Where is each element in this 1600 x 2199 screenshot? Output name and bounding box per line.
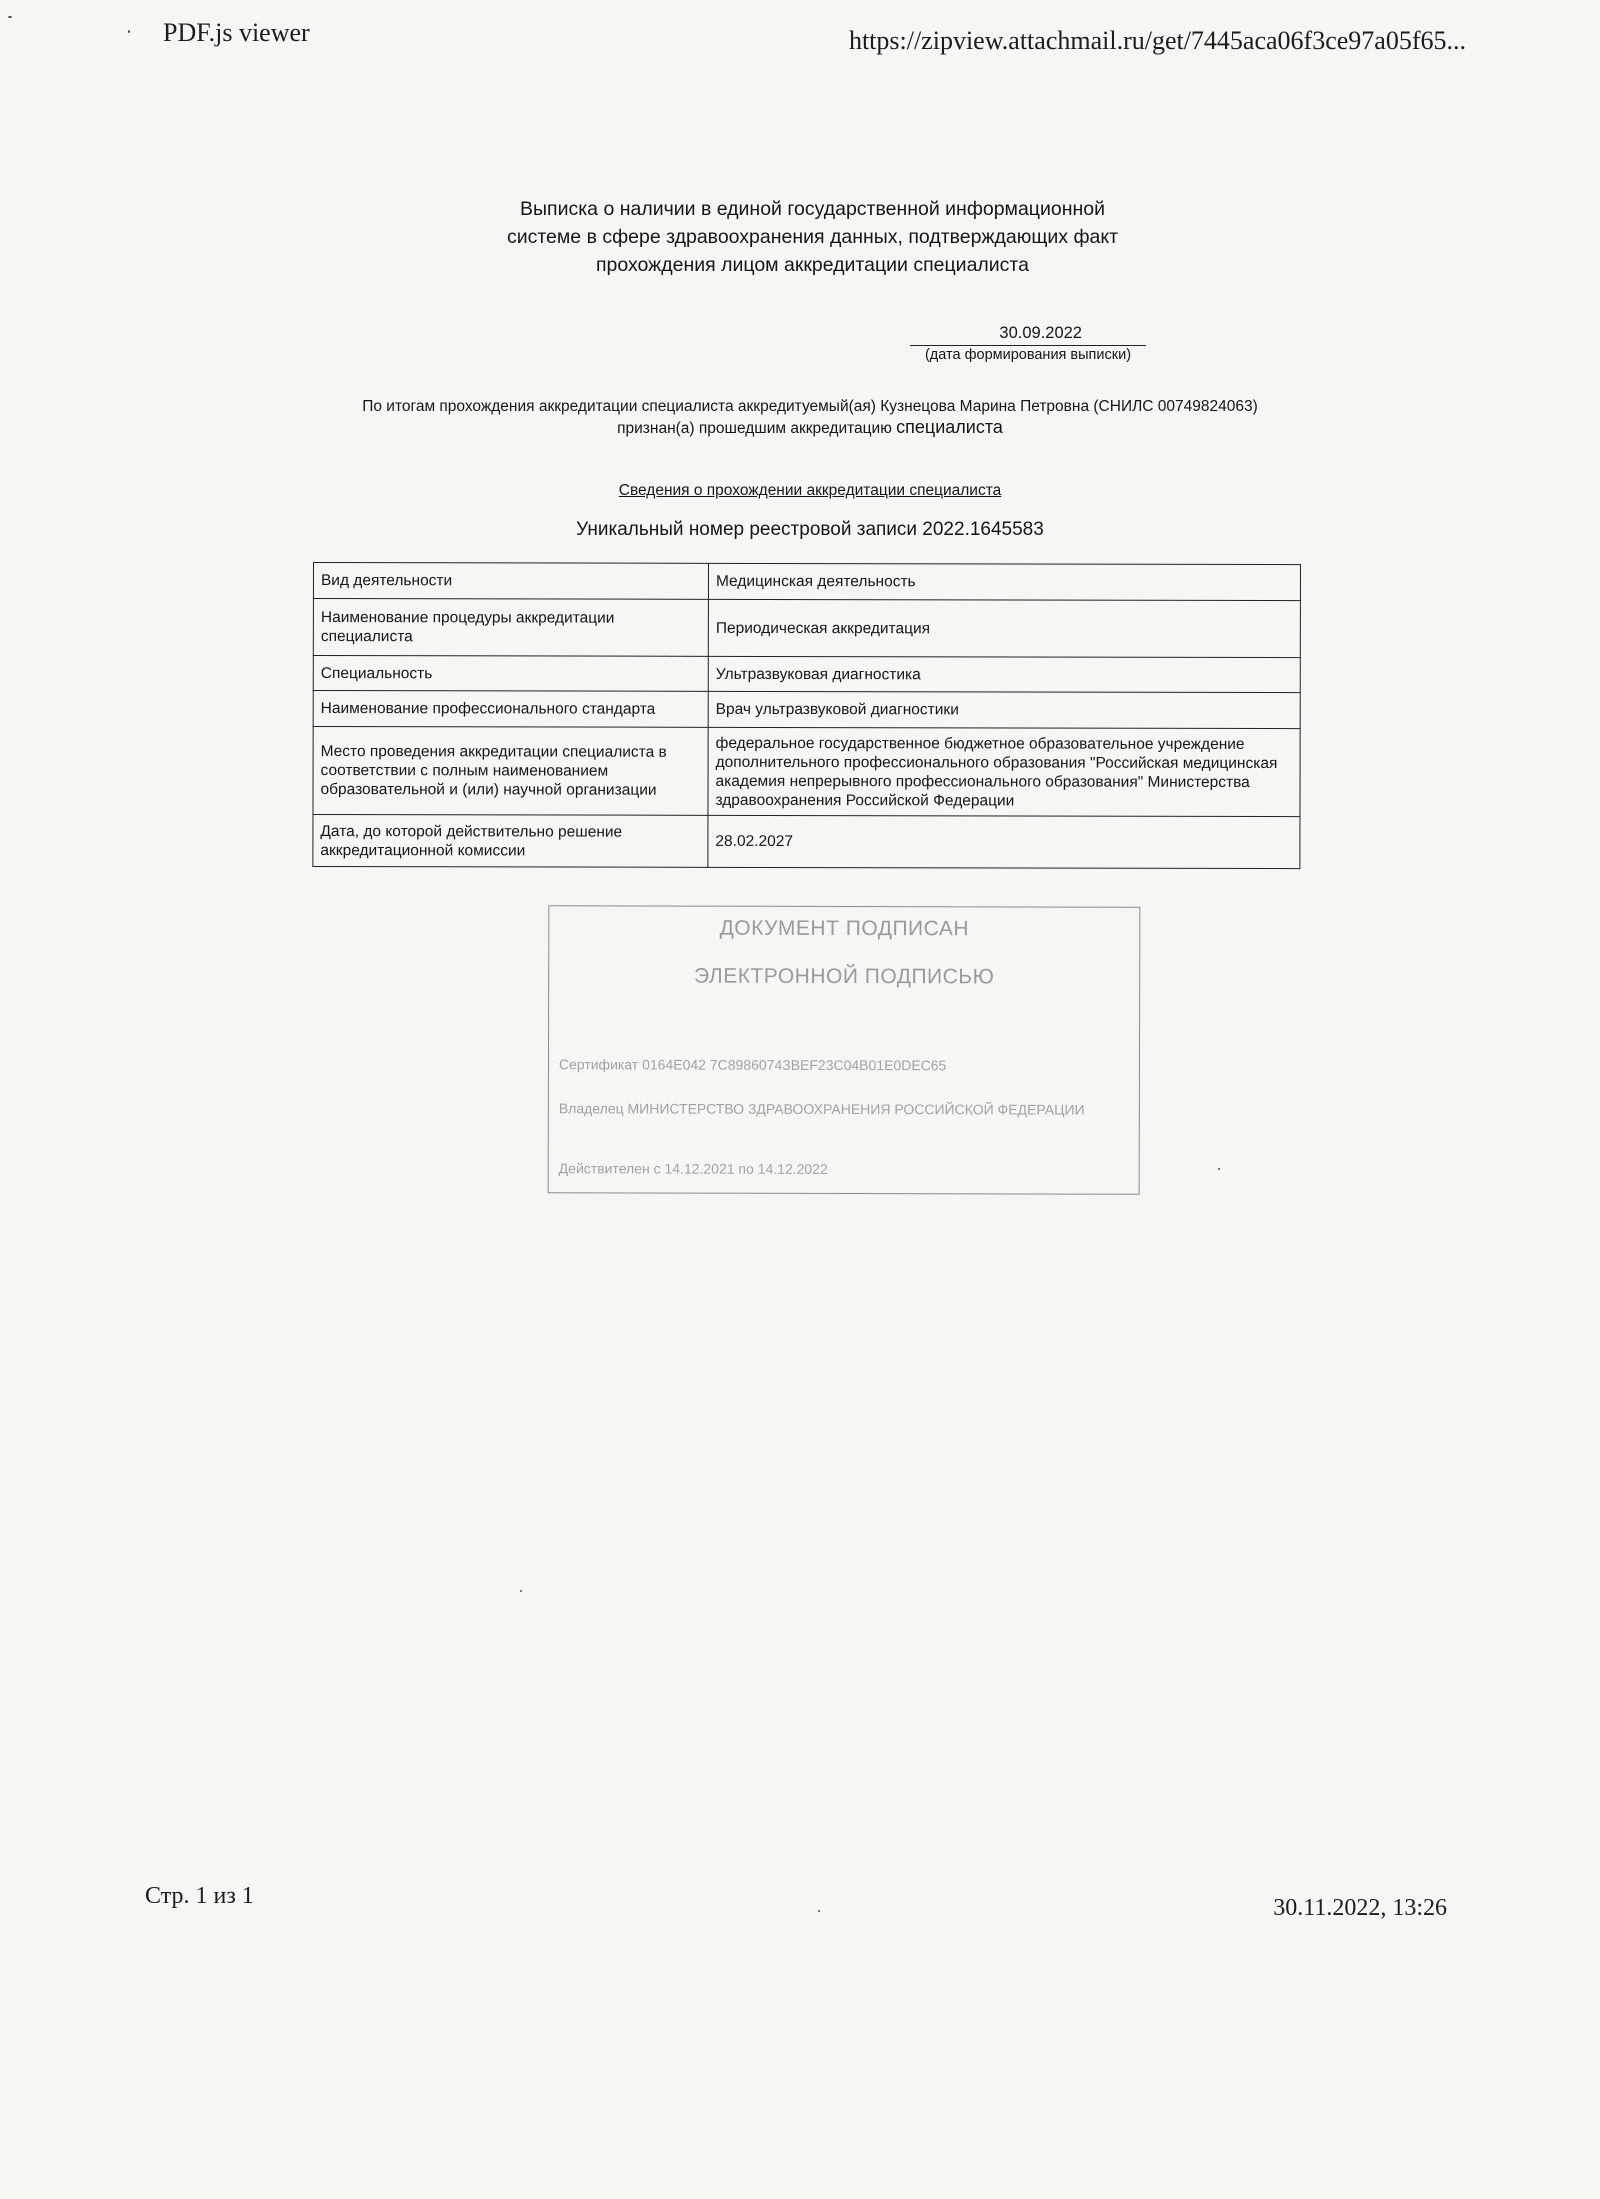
scan-speck [818,1910,820,1912]
stamp-heading: ДОКУМЕНТ ПОДПИСАН [719,916,970,941]
print-timestamp: 30.11.2022, 13:26 [1273,1895,1447,1921]
scan-speck [128,30,130,33]
table-row [313,815,1300,869]
row-label: Место проведения аккредитации специалиста в соответствии с полным наименованием образовательной и (или) научной организации [313,727,708,816]
viewer-title: PDF.js viewer [163,18,310,47]
document-title [440,195,1185,279]
title-line: системе в сфере здравоохранения данных, подтверждающих факт [506,226,1119,248]
extract-date-caption: (дата формирования выписки) [924,347,1132,363]
title-line: прохождения лицом аккредитации специалиста [596,254,1029,276]
scan-speck [1218,1168,1220,1170]
accreditation-table [312,562,1301,869]
registry-number: Уникальный номер реестровой записи 2022.1645583 [576,519,1044,540]
extract-date: 30.09.2022 [910,324,1146,346]
table-row [313,656,1300,693]
row-value: 28.02.2027 [708,815,1300,868]
row-label: Наименование процедуры аккредитации специалиста [313,599,708,657]
row-value: Медицинская деятельность [708,563,1300,600]
result-line [300,417,1320,439]
extract-date-block [910,324,1146,363]
result-line: По итогам прохождения аккредитации специалиста аккредитуемый(ая) Кузнецова Марина Петровна (СНИЛС 00749824063) [362,398,1258,415]
row-value: Врач ультразвуковой диагностики [708,691,1300,728]
row-label: Дата, до которой действительно решение аккредитационной комиссии [313,815,708,868]
stamp-owner: Владелец МИНИСТЕРСТВО ЗДРАВООХРАНЕНИЯ РОССИЙСКОЙ ФЕДЕРАЦИИ [558,1100,1085,1118]
table-row [313,599,1300,658]
table-row [313,691,1300,729]
stamp-validity: Действителен с 14.12.2021 по 14.12.2022 [558,1160,828,1177]
row-value: Периодическая аккредитация [708,599,1300,657]
row-label: Вид деятельности [313,563,708,600]
result-text-a: признан(а) прошедшим аккредитацию [617,420,892,437]
stamp-heading: ЭЛЕКТРОННОЙ ПОДПИСЬЮ [694,964,995,989]
row-value: федеральное государственное бюджетное образовательное учреждение дополнительного профессионального образования "Российская медицинская академия непрерывного профессионального образования" Министерства здравоохранения Российской Федерации [708,727,1300,816]
title-line: Выписка о наличии в единой государственной информационной [520,198,1105,220]
row-label: Специальность [313,656,708,692]
scan-speck [8,16,12,18]
electronic-signature-stamp [548,905,1141,1195]
table-row [313,727,1300,817]
accreditation-result [300,397,1320,439]
table-row [313,563,1300,601]
row-value: Ультразвуковая диагностика [708,656,1300,692]
page-url: https://zipview.attachmail.ru/get/7445aca06f3ce97a05f65... [848,26,1466,55]
result-text-b: специалиста [896,417,1003,437]
page-counter: Стр. 1 из 1 [145,1883,254,1909]
section-heading: Сведения о прохождении аккредитации специалиста [618,482,1002,499]
scan-speck [520,1590,522,1592]
stamp-certificate: Сертификат 0164E042 7C8986074ЗВЕF23C04В01E0DEC65 [558,1056,947,1074]
row-label: Наименование профессионального стандарта [313,691,708,728]
